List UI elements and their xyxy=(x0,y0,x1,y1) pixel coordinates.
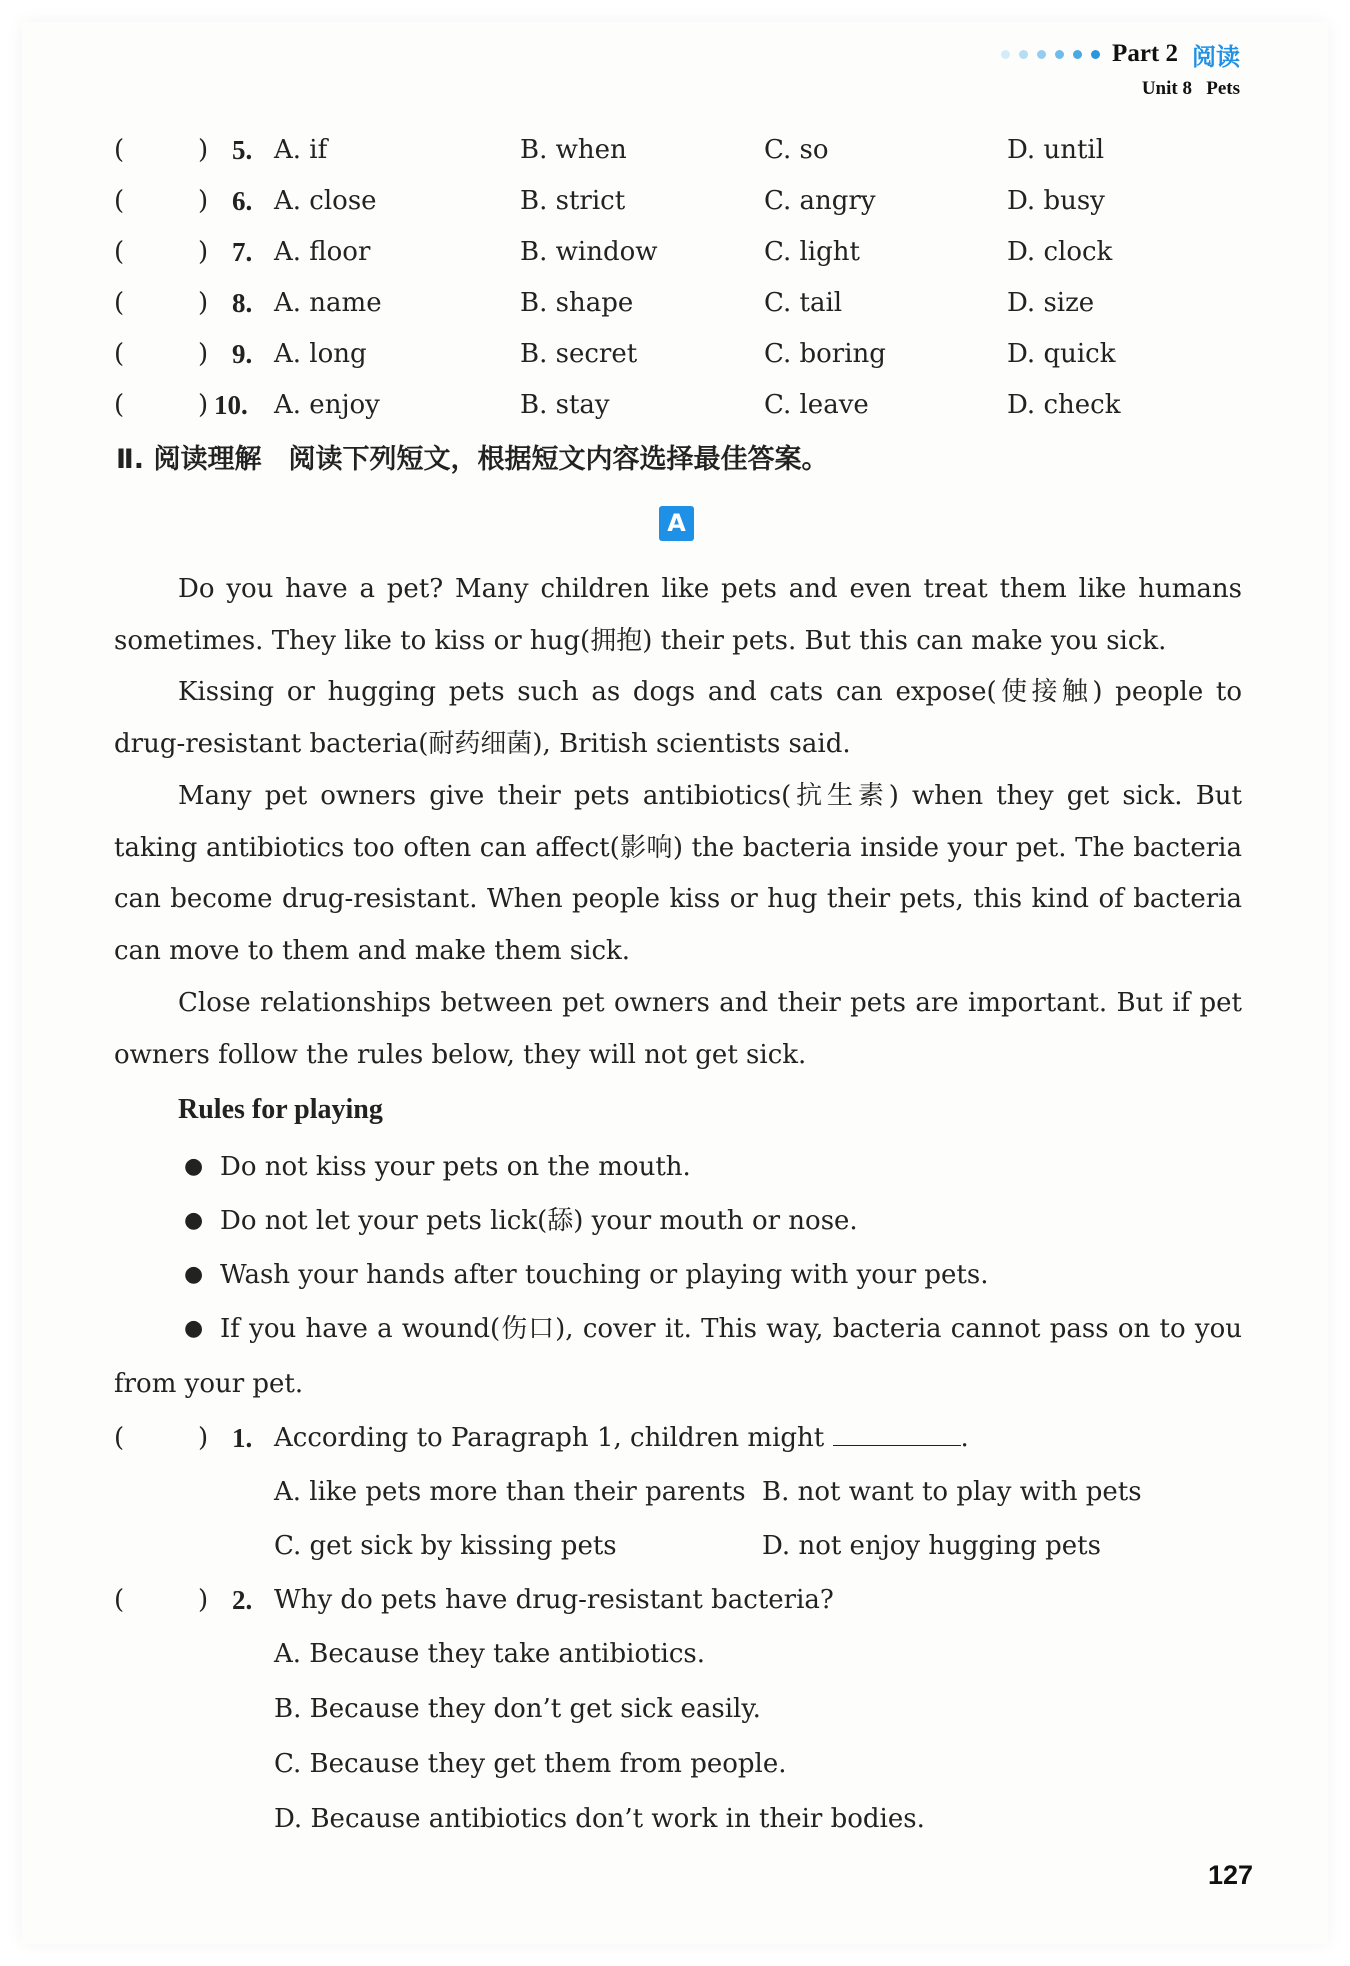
question-number: 5. xyxy=(232,135,253,165)
answer-paren-open: ( xyxy=(114,135,125,165)
paragraph-1: Do you have a pet? Many children like pets and even treat them like humans sometimes. They like to kiss or hug(拥抱) their pets. But this can make you sick. xyxy=(114,574,1242,656)
question-number: 2. xyxy=(232,1585,253,1615)
rule-item xyxy=(184,1140,1242,1194)
option-d: D. size xyxy=(1007,288,1095,318)
dot-icon xyxy=(1019,50,1028,59)
option-a: A. floor xyxy=(274,237,371,267)
option-b: B. Because they don’t get sick easily. xyxy=(274,1694,761,1724)
option-a: A. enjoy xyxy=(274,390,380,420)
option-a: A. like pets more than their parents xyxy=(274,1477,746,1507)
question-stem xyxy=(274,1416,969,1460)
option-d: D. clock xyxy=(1007,237,1113,267)
rule-text: Do not let your pets lick(舔) your mouth or nose. xyxy=(220,1206,858,1236)
bullet-icon: ● xyxy=(184,1262,204,1287)
running-header xyxy=(1001,34,1240,100)
option-b: B. when xyxy=(520,135,627,165)
option-c: C. angry xyxy=(764,186,876,216)
dot-icon xyxy=(1091,50,1100,59)
rule-item xyxy=(184,1248,1242,1302)
question-2 xyxy=(114,1578,1244,1622)
answer-paren-open: ( xyxy=(114,339,125,369)
dot-icon xyxy=(1055,50,1064,59)
option-b: B. secret xyxy=(520,339,638,369)
question-number: 1. xyxy=(232,1423,253,1453)
paragraph-2: Kissing or hugging pets such as dogs and cats can expose(使接触) people to drug-resistant bacteria(耐药细菌), British scientists said. xyxy=(114,677,1242,759)
option-d: D. not enjoy hugging pets xyxy=(762,1531,1101,1561)
cloze-row xyxy=(114,130,1244,170)
cloze-row xyxy=(114,181,1244,221)
option-a: A. Because they take antibiotics. xyxy=(274,1639,706,1669)
question-number: 9. xyxy=(232,339,253,369)
page-number: 127 xyxy=(1208,1860,1254,1890)
answer-paren-open: ( xyxy=(114,237,125,267)
option-d: D. check xyxy=(1007,390,1121,420)
bullet-icon: ● xyxy=(184,1208,204,1233)
rule-text: If you have a wound(伤口), cover it. This way, bacteria cannot pass on to you xyxy=(220,1314,1242,1344)
rule-text: Do not kiss your pets on the mouth. xyxy=(220,1152,691,1182)
paragraph-3: Many pet owners give their pets antibiotics(抗生素) when they get sick. But taking antibiotics too often can affect(影响) the bacteria inside your pet. The bacteria can become drug-resistant. When people kiss or hug their pets, this kind of bacteria can move to them and make them sick. xyxy=(114,781,1242,967)
dot-icon xyxy=(1037,50,1046,59)
dot-icon xyxy=(1073,50,1082,59)
question-1 xyxy=(114,1416,1244,1460)
answer-paren-close: ) xyxy=(198,1423,209,1453)
unit-number: Unit 8 xyxy=(1141,78,1192,99)
cloze-row xyxy=(114,334,1244,374)
answer-paren-open: ( xyxy=(114,1585,125,1615)
decorative-dots xyxy=(1001,50,1100,59)
option-d: D. until xyxy=(1007,135,1105,165)
rule-item xyxy=(184,1302,1242,1356)
cloze-row xyxy=(114,232,1244,272)
answer-paren-close: ) xyxy=(198,237,209,267)
rule-continuation: from your pet. xyxy=(114,1369,304,1399)
option-b: B. shape xyxy=(520,288,634,318)
rule-item xyxy=(184,1194,1242,1248)
rule-text: Wash your hands after touching or playing with your pets. xyxy=(220,1260,989,1290)
option-d: D. Because antibiotics don’t work in their bodies. xyxy=(274,1804,925,1834)
question-number: 8. xyxy=(232,288,253,318)
option-b: B. strict xyxy=(520,186,626,216)
cloze-row xyxy=(114,385,1244,425)
option-a: A. name xyxy=(274,288,382,318)
option-a: A. long xyxy=(274,339,367,369)
option-c: C. light xyxy=(764,237,860,267)
option-c: C. get sick by kissing pets xyxy=(274,1531,617,1561)
option-d: D. quick xyxy=(1007,339,1116,369)
question-number: 10. xyxy=(214,390,248,420)
answer-paren-open: ( xyxy=(114,1423,125,1453)
rules-title: Rules for playing xyxy=(178,1094,383,1125)
answer-paren-open: ( xyxy=(114,186,125,216)
passage-badge: A xyxy=(659,506,694,541)
option-c: C. leave xyxy=(764,390,869,420)
option-b: B. stay xyxy=(520,390,610,420)
bullet-icon: ● xyxy=(184,1154,204,1179)
answer-paren-open: ( xyxy=(114,288,125,318)
answer-paren-close: ) xyxy=(198,339,209,369)
bullet-icon: ● xyxy=(184,1316,204,1341)
answer-paren-close: ) xyxy=(198,390,209,420)
cloze-row xyxy=(114,283,1244,323)
dot-icon xyxy=(1001,50,1010,59)
answer-paren-close: ) xyxy=(198,135,209,165)
unit-label xyxy=(1001,78,1240,100)
unit-topic: Pets xyxy=(1206,78,1240,99)
option-c: C. Because they get them from people. xyxy=(274,1749,787,1779)
answer-paren-close: ) xyxy=(198,186,209,216)
section-title: Ⅱ. 阅读理解 阅读下列短文，根据短文内容选择最佳答案。 xyxy=(116,444,829,475)
answer-blank xyxy=(833,1421,961,1446)
stem-text: According to Paragraph 1, children might xyxy=(274,1423,825,1453)
answer-paren-open: ( xyxy=(114,390,125,420)
question-stem: Why do pets have drug-resistant bacteria? xyxy=(274,1585,834,1615)
option-d: D. busy xyxy=(1007,186,1105,216)
question-number: 6. xyxy=(232,186,253,216)
option-c: C. so xyxy=(764,135,829,165)
paragraph-4: Close relationships between pet owners and their pets are important. But if pet owners follow the rules below, they will not get sick. xyxy=(114,988,1242,1070)
option-a: A. if xyxy=(274,135,328,165)
option-c: C. boring xyxy=(764,339,886,369)
option-b: B. not want to play with pets xyxy=(762,1477,1142,1507)
option-a: A. close xyxy=(274,186,377,216)
question-number: 7. xyxy=(232,237,253,267)
answer-paren-close: ) xyxy=(198,1585,209,1615)
section-label: 阅读 xyxy=(1192,42,1240,71)
option-c: C. tail xyxy=(764,288,843,318)
stem-end: . xyxy=(960,1423,969,1453)
answer-paren-close: ) xyxy=(198,288,209,318)
part-label: Part 2 xyxy=(1112,40,1178,67)
option-b: B. window xyxy=(520,237,658,267)
